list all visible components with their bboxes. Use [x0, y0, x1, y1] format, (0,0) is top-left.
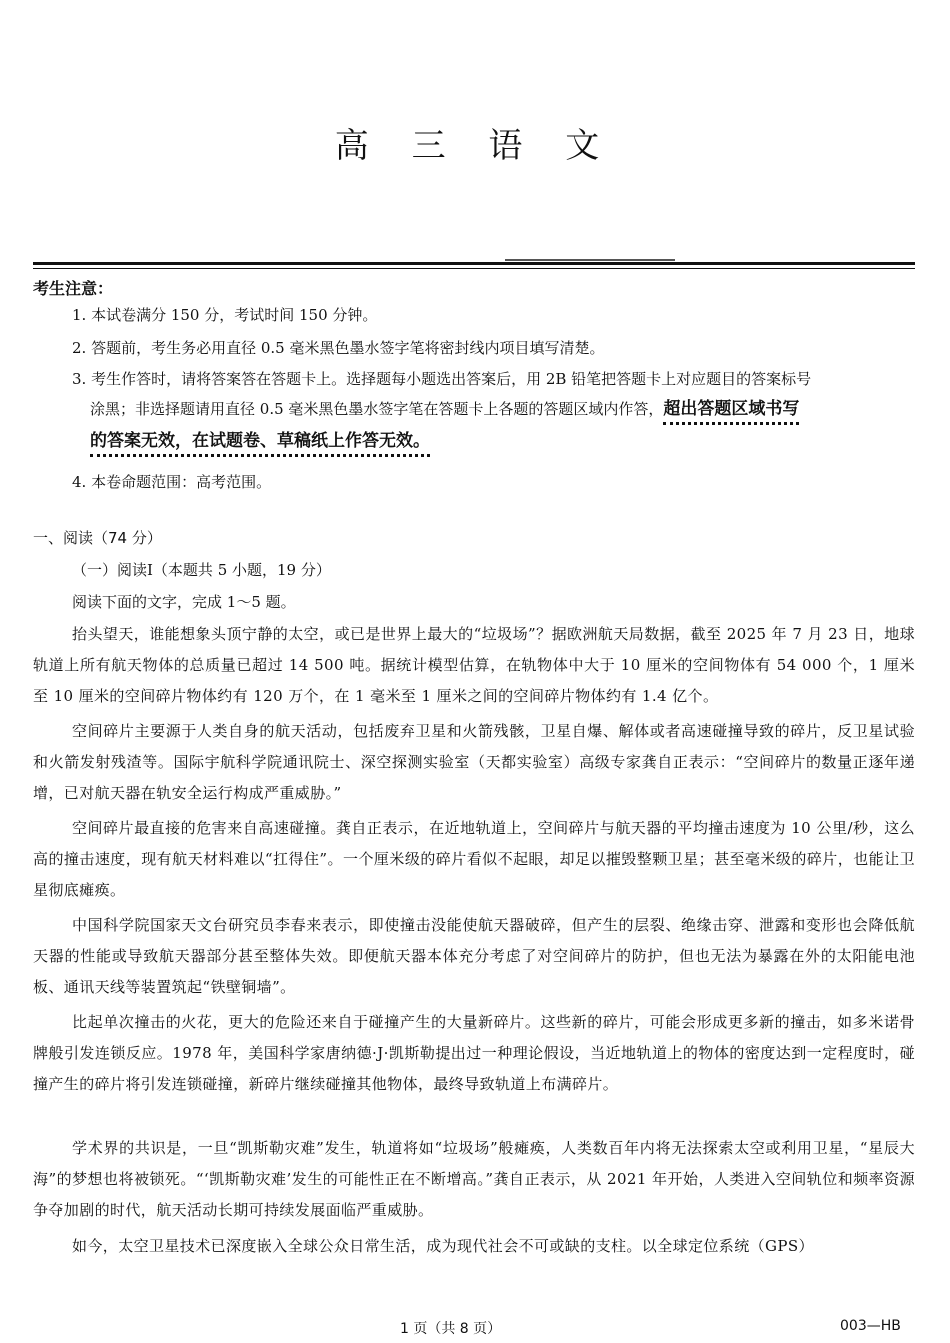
- section-heading: 一、阅读（74 分）: [33, 529, 162, 547]
- section-subheading: （一）阅读Ⅰ（本题共 5 小题，19 分）: [72, 561, 331, 579]
- notice-item-3-line-3: [90, 431, 430, 451]
- notice-item-3-emphasis-b: 的答案无效，在试题卷、草稿纸上作答无效。: [90, 431, 430, 457]
- notice-heading: 考生注意：: [33, 279, 114, 298]
- paragraph-5: 比起单次撞击的火花，更大的危险还来自于碰撞产生的大量新碎片。这些新的碎片，可能会形成更多新的撞击，如多米诺骨牌般引发连锁反应。1978 年，美国科学家唐纳德·J·凯斯勒提出过一种理论假设，当近地轨道上的物体的密度达到一定程度时，碰撞产生的碎片将引发连锁碰撞，新碎片继续碰撞其他物体，最终导致轨道上布满碎片。: [33, 1013, 915, 1093]
- paragraph-6: 学术界的共识是，一旦“凯斯勒灾难”发生，轨道将如“垃圾场”般瘫痪，人类数百年内将无法探索太空或利用卫星，“星辰大海”的梦想也将被锁死。“‘凯斯勒灾难’发生的可能性正在不断增高。”龚自正表示，从 2021 年开始，人类进入空间轨位和频率资源争夺加剧的时代，航天活动长期可持续发展面临严重威胁。: [33, 1139, 915, 1219]
- footer-code: 003—HB: [840, 1318, 901, 1334]
- header-rule-thin: [33, 268, 915, 269]
- header-rule-thick: [33, 262, 915, 265]
- paragraph-7: 如今，太空卫星技术已深度嵌入全球公众日常生活，成为现代社会不可或缺的支柱。以全球定位系统（GPS）: [72, 1237, 814, 1255]
- notice-item-4: 4. 本卷命题范围：高考范围。: [72, 473, 272, 491]
- notice-item-1: 1. 本试卷满分 150 分，考试时间 150 分钟。: [72, 306, 378, 324]
- notice-item-3-emphasis-a: 超出答题区域书写: [663, 399, 799, 425]
- notice-item-3-plain: 涂黑；非选择题请用直径 0.5 毫米黑色墨水签字笔在答题卡上各题的答题区域内作答，: [90, 400, 664, 418]
- page-title: 高 三 语 文: [334, 126, 616, 166]
- notice-item-3-line-2: [90, 399, 799, 419]
- section-instruction: 阅读下面的文字，完成 1～5 题。: [72, 593, 296, 611]
- notice-item-3: 3. 考生作答时，请将答案答在答题卡上。选择题每小题选出答案后，用 2B 铅笔把答题卡上对应题目的答案标号: [72, 370, 812, 388]
- footer-page-number: 1 页（共 8 页）: [400, 1321, 502, 1337]
- paragraph-2: 空间碎片主要源于人类自身的航天活动，包括废弃卫星和火箭残骸，卫星自爆、解体或者高速碰撞导致的碎片，反卫星试验和火箭发射残渣等。国际宇航科学院通讯院士、深空探测实验室（天都实验室）高级专家龚自正表示：“空间碎片的数量正逐年递增，已对航天器在轨安全运行构成严重威胁。”: [33, 722, 915, 802]
- notice-item-2: 2. 答题前，考生务必用直径 0.5 毫米黑色墨水签字笔将密封线内项目填写清楚。: [72, 339, 605, 357]
- paragraph-4: 中国科学院国家天文台研究员李春来表示，即使撞击没能使航天器破碎，但产生的层裂、绝缘击穿、泄露和变形也会降低航天器的性能或导致航天器部分甚至整体失效。即便航天器本体充分考虑了对空间碎片的防护，但也无法为暴露在外的太阳能电池板、通讯天线等装置筑起“铁壁铜墙”。: [33, 916, 915, 996]
- paragraph-1: 抬头望天，谁能想象头顶宁静的太空，或已是世界上最大的“垃圾场”？据欧洲航天局数据，截至 2025 年 7 月 23 日，地球轨道上所有航天物体的总质量已超过 14 500 吨。据统计模型估算，在轨物体中大于 10 厘米的空间物体有 54 000 个，1 厘米至 10 厘米的空间碎片物体约有 120 万个，在 1 毫米至 1 厘米之间的空间碎片物体约有 1.4 亿个。: [33, 625, 915, 705]
- paragraph-3: 空间碎片最直接的危害来自高速碰撞。龚自正表示，在近地轨道上，空间碎片与航天器的平均撞击速度为 10 公里/秒，这么高的撞击速度，现有航天材料难以“扛得住”。一个厘米级的碎片看似不起眼，却足以摧毁整颗卫星；甚至毫米级的碎片，也能让卫星彻底瘫痪。: [33, 819, 915, 899]
- header-rule-accent: [505, 259, 675, 261]
